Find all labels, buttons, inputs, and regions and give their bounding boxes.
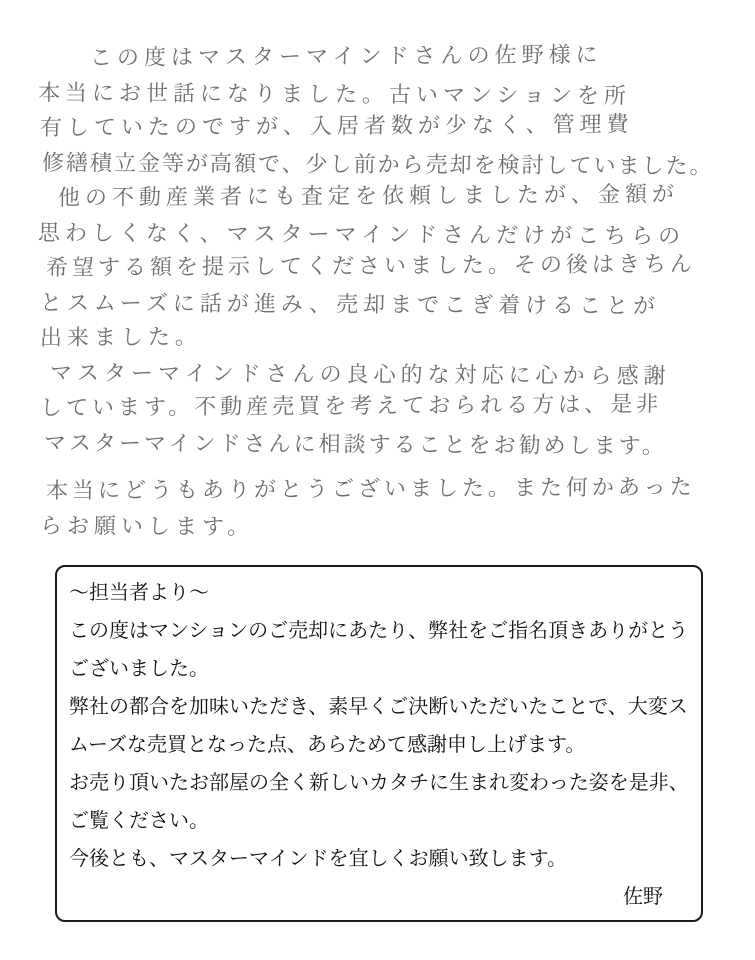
handwritten-line: 修繕積立金等が高額で、少し前から売却を検討していました。: [41, 150, 714, 179]
staff-note-line: ご覧ください。: [69, 810, 209, 832]
handwritten-line: 他の不動産業者にも査定を依頼しましたが、金額が: [57, 181, 680, 211]
handwritten-line: マスターマインドさんに相談することをお勧めします。: [43, 430, 667, 459]
handwritten-letter: [0, 40, 755, 543]
handwritten-line: 出来ました。: [39, 324, 203, 351]
handwritten-line: 本当にどうもありがとうございました。また何かあった: [45, 474, 696, 504]
handwritten-line: 希望する額を提示してくださいました。その後はきちん: [45, 251, 697, 281]
staff-signature: 佐野: [623, 886, 663, 908]
staff-note-line: お売り頂いたお部屋の全く新しいカタチに生まれ変わった姿を是非、: [69, 772, 689, 794]
staff-note-heading: ～担当者より～: [69, 582, 209, 604]
staff-note-line: ございました。: [69, 658, 209, 680]
handwritten-line: この度はマスターマインドさんの佐野様に: [89, 41, 603, 71]
staff-note-line: ムーズな売買となった点、あらためて感謝申し上げます。: [69, 734, 586, 756]
handwritten-line: 本当にお世話になりました。古いマンションを所: [37, 80, 632, 109]
handwritten-line: しています。不動産売買を考えておられる方は、是非: [39, 391, 663, 421]
staff-note-line: 弊社の都合を加味いただき、素早くご決断いただいたことで、大変ス: [69, 696, 688, 718]
handwritten-line: とスムーズに話が進み、売却までこぎ着けることが: [39, 290, 661, 319]
handwritten-line: 有していたのですが、入居者数が少なく、管理費: [39, 111, 634, 141]
staff-note-line: 今後とも、マスターマインドを宜しくお願い致します。: [69, 848, 567, 870]
handwritten-line: マスターマインドさんの良心的な対応に心から感謝: [49, 360, 671, 389]
staff-note-box: [55, 565, 703, 922]
handwritten-line: 思わしくなく、マスターマインドさんだけがこちらの: [37, 220, 686, 249]
handwritten-line: らお願いします。: [39, 513, 255, 540]
staff-note-line: この度はマンションのご売却にあたり、弊社をご指名頂きありがとう: [69, 620, 689, 642]
